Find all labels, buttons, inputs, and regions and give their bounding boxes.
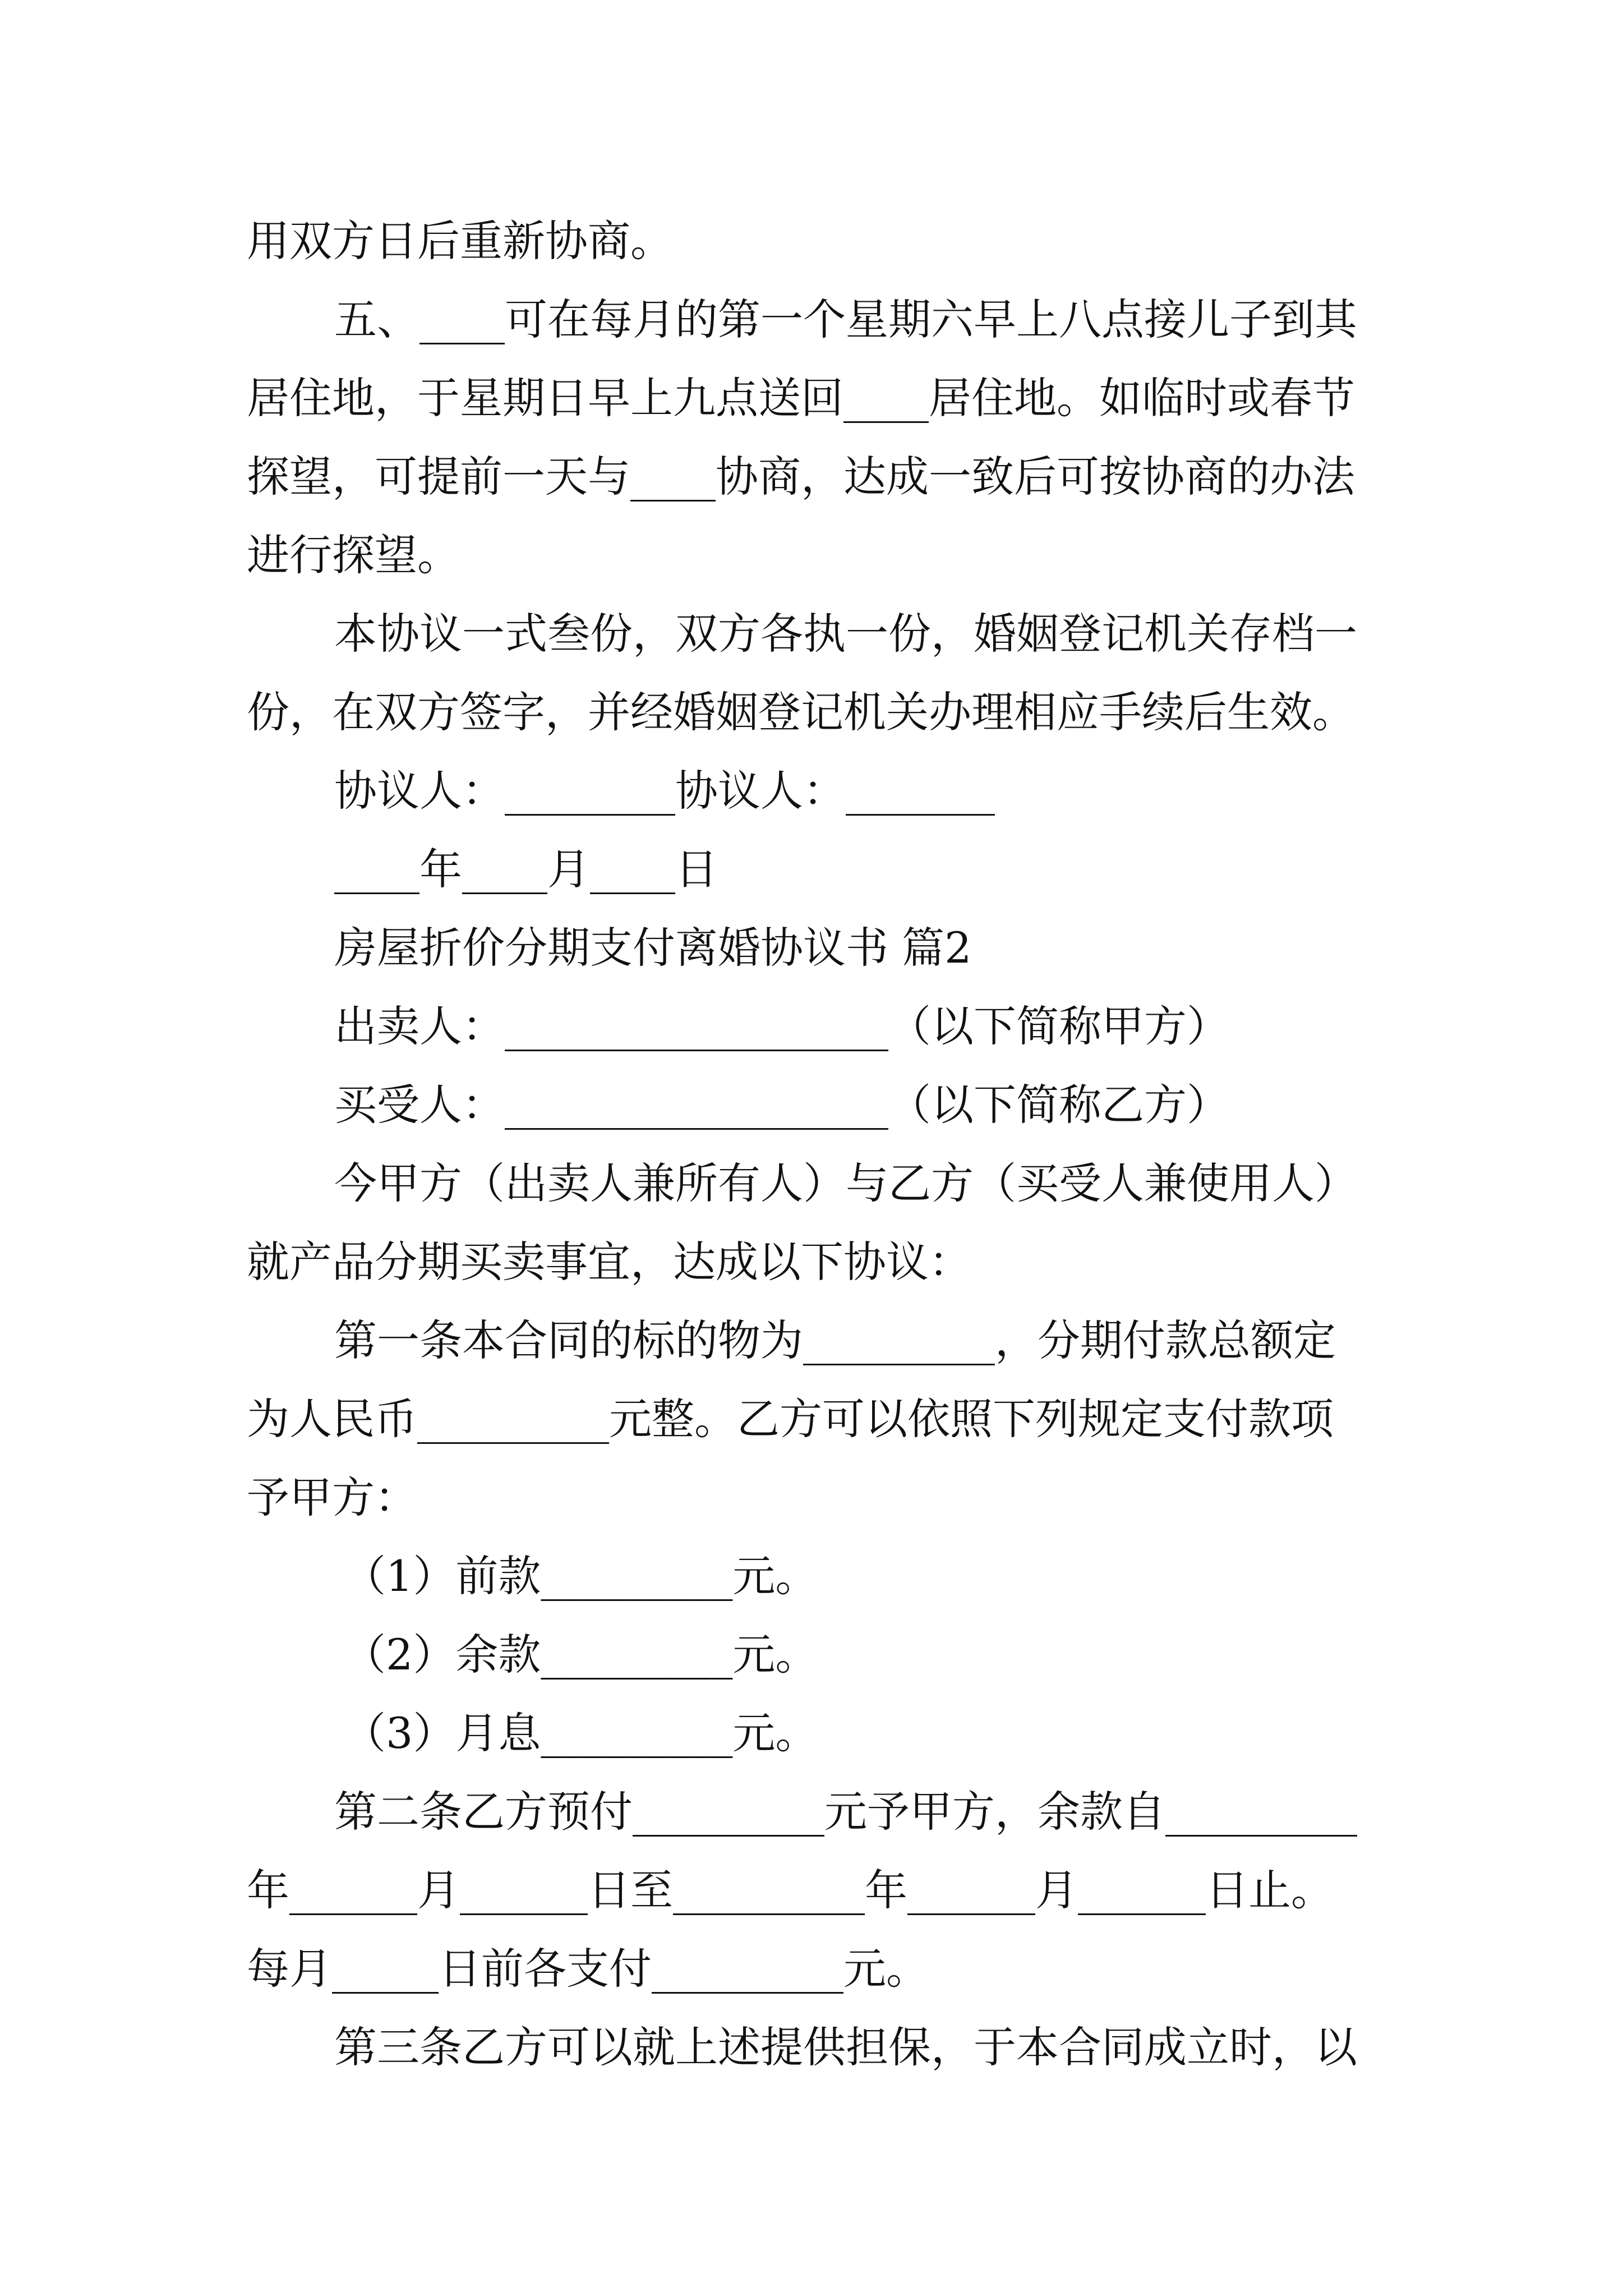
intro-paragraph: 今甲方（出卖人兼所有人）与乙方（买受人兼使用人） [334,1158,1357,1208]
text-line: 进行探望。 [247,530,460,580]
payment-item-1: （1）前款_________元。 [343,1551,818,1601]
text-line: 用双方日后重新协商。 [247,216,673,266]
text-line: 为人民币_________元整。乙方可以依照下列规定支付款项 [247,1394,1334,1444]
date-line: ____年____月____日 [334,844,718,894]
payment-item-2: （2）余款_________元。 [343,1630,818,1680]
text-line: 就产品分期买卖事宜，达成以下协议： [247,1237,971,1287]
text-line: 每月_____日前各支付_________元。 [247,1944,929,1994]
article-one: 第一条本合同的标的物为_________，分期付款总额定 [334,1315,1336,1365]
buyer-line: 买受人：__________________（以下简称乙方） [334,1080,1229,1130]
article-two: 第二条乙方预付_________元予甲方，余款自_________ [334,1787,1357,1837]
clause-five: 五、____可在每月的第一个星期六早上八点接儿子到其 [334,295,1357,344]
seller-line: 出卖人：__________________（以下简称甲方） [334,1001,1229,1051]
copies-clause: 本协议一式叁份，双方各执一份，婚姻登记机关存档一 [334,609,1357,659]
text-line: 份，在双方签字，并经婚姻登记机关办理相应手续后生效。 [247,687,1355,737]
section-title: 房屋折价分期支付离婚协议书 篇2 [334,923,972,973]
text-line: 探望，可提前一天与____协商，达成一致后可按协商的办法 [247,452,1355,501]
text-line: 予甲方： [247,1473,417,1522]
text-line: 居住地，于星期日早上九点送回____居住地。如临时或春节 [247,373,1355,423]
text-line: 年______月______日至_________年______月______日止。 [247,1865,1334,1915]
payment-item-3: （3）月息_________元。 [343,1708,818,1758]
article-three: 第三条乙方可以就上述提供担保，于本合同成立时，以 [334,2022,1357,2072]
signature-line: 协议人：________协议人：_______ [334,766,995,816]
